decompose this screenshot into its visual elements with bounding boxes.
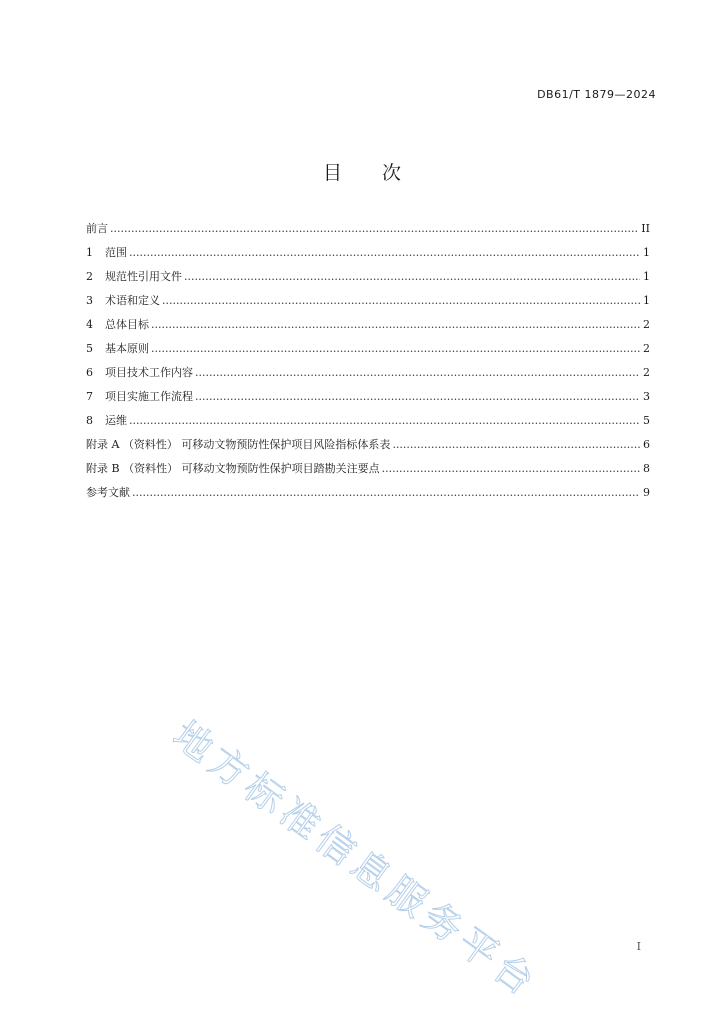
toc-leader <box>110 217 639 241</box>
toc-leader <box>184 265 640 289</box>
toc-page: II <box>641 222 650 235</box>
toc-entry[interactable] <box>86 361 650 385</box>
toc-label: 术语和定义 <box>105 294 160 307</box>
toc-number: 6 <box>86 366 93 379</box>
toc-label: 项目实施工作流程 <box>105 390 193 403</box>
toc-entry[interactable] <box>86 409 650 433</box>
toc-entry[interactable] <box>86 289 650 313</box>
toc-label: 附录 B （资料性） 可移动文物预防性保护项目踏勘关注要点 <box>86 462 380 475</box>
toc-entry-appendix-b[interactable] <box>86 457 650 481</box>
toc-leader <box>392 433 640 457</box>
toc-page: 6 <box>643 438 650 451</box>
toc-entry[interactable] <box>86 265 650 289</box>
toc-number: 3 <box>86 294 93 307</box>
toc-leader <box>132 481 640 505</box>
toc-entry[interactable] <box>86 313 650 337</box>
toc-number: 8 <box>86 414 93 427</box>
toc-page: 1 <box>643 246 650 259</box>
toc-leader <box>151 313 640 337</box>
page-number: I <box>636 940 641 953</box>
toc-label: 项目技术工作内容 <box>105 366 193 379</box>
toc-label: 前言 <box>86 222 108 235</box>
toc-leader <box>195 361 640 385</box>
toc-label: 总体目标 <box>105 318 149 331</box>
toc-number: 1 <box>86 246 93 259</box>
toc-entry[interactable] <box>86 385 650 409</box>
watermark: 地方标准信息服务平台 <box>165 712 547 1007</box>
toc-leader <box>195 385 640 409</box>
toc-entry[interactable] <box>86 217 650 241</box>
toc-page: 3 <box>643 390 650 403</box>
toc-leader <box>129 409 640 433</box>
doc-code: DB61/T 1879—2024 <box>537 88 656 101</box>
toc-number: 2 <box>86 270 93 283</box>
toc-number: 7 <box>86 390 93 403</box>
toc-number: 5 <box>86 342 93 355</box>
toc-entry-appendix-a[interactable] <box>86 433 650 457</box>
toc-label: 运维 <box>105 414 127 427</box>
toc-page: 2 <box>643 318 650 331</box>
toc-entry[interactable] <box>86 337 650 361</box>
toc-label: 范围 <box>105 246 127 259</box>
toc-number: 4 <box>86 318 93 331</box>
toc-label: 参考文献 <box>86 486 130 499</box>
toc-page: 5 <box>643 414 650 427</box>
toc-page: 8 <box>643 462 650 475</box>
page-title <box>0 158 724 185</box>
toc-leader <box>162 289 640 313</box>
toc-entry[interactable] <box>86 241 650 265</box>
toc-label: 规范性引用文件 <box>105 270 182 283</box>
table-of-contents <box>86 217 650 505</box>
toc-label: 附录 A （资料性） 可移动文物预防性保护项目风险指标体系表 <box>86 438 391 451</box>
toc-page: 1 <box>643 294 650 307</box>
toc-leader <box>382 457 640 481</box>
toc-page: 1 <box>643 270 650 283</box>
toc-page: 2 <box>643 342 650 355</box>
toc-leader <box>129 241 640 265</box>
toc-entry[interactable] <box>86 481 650 505</box>
toc-page: 2 <box>643 366 650 379</box>
title-part-2: 次 <box>382 162 402 184</box>
toc-label: 基本原则 <box>105 342 149 355</box>
title-part-1: 目 <box>322 162 342 184</box>
toc-page: 9 <box>643 486 650 499</box>
toc-leader <box>151 337 640 361</box>
